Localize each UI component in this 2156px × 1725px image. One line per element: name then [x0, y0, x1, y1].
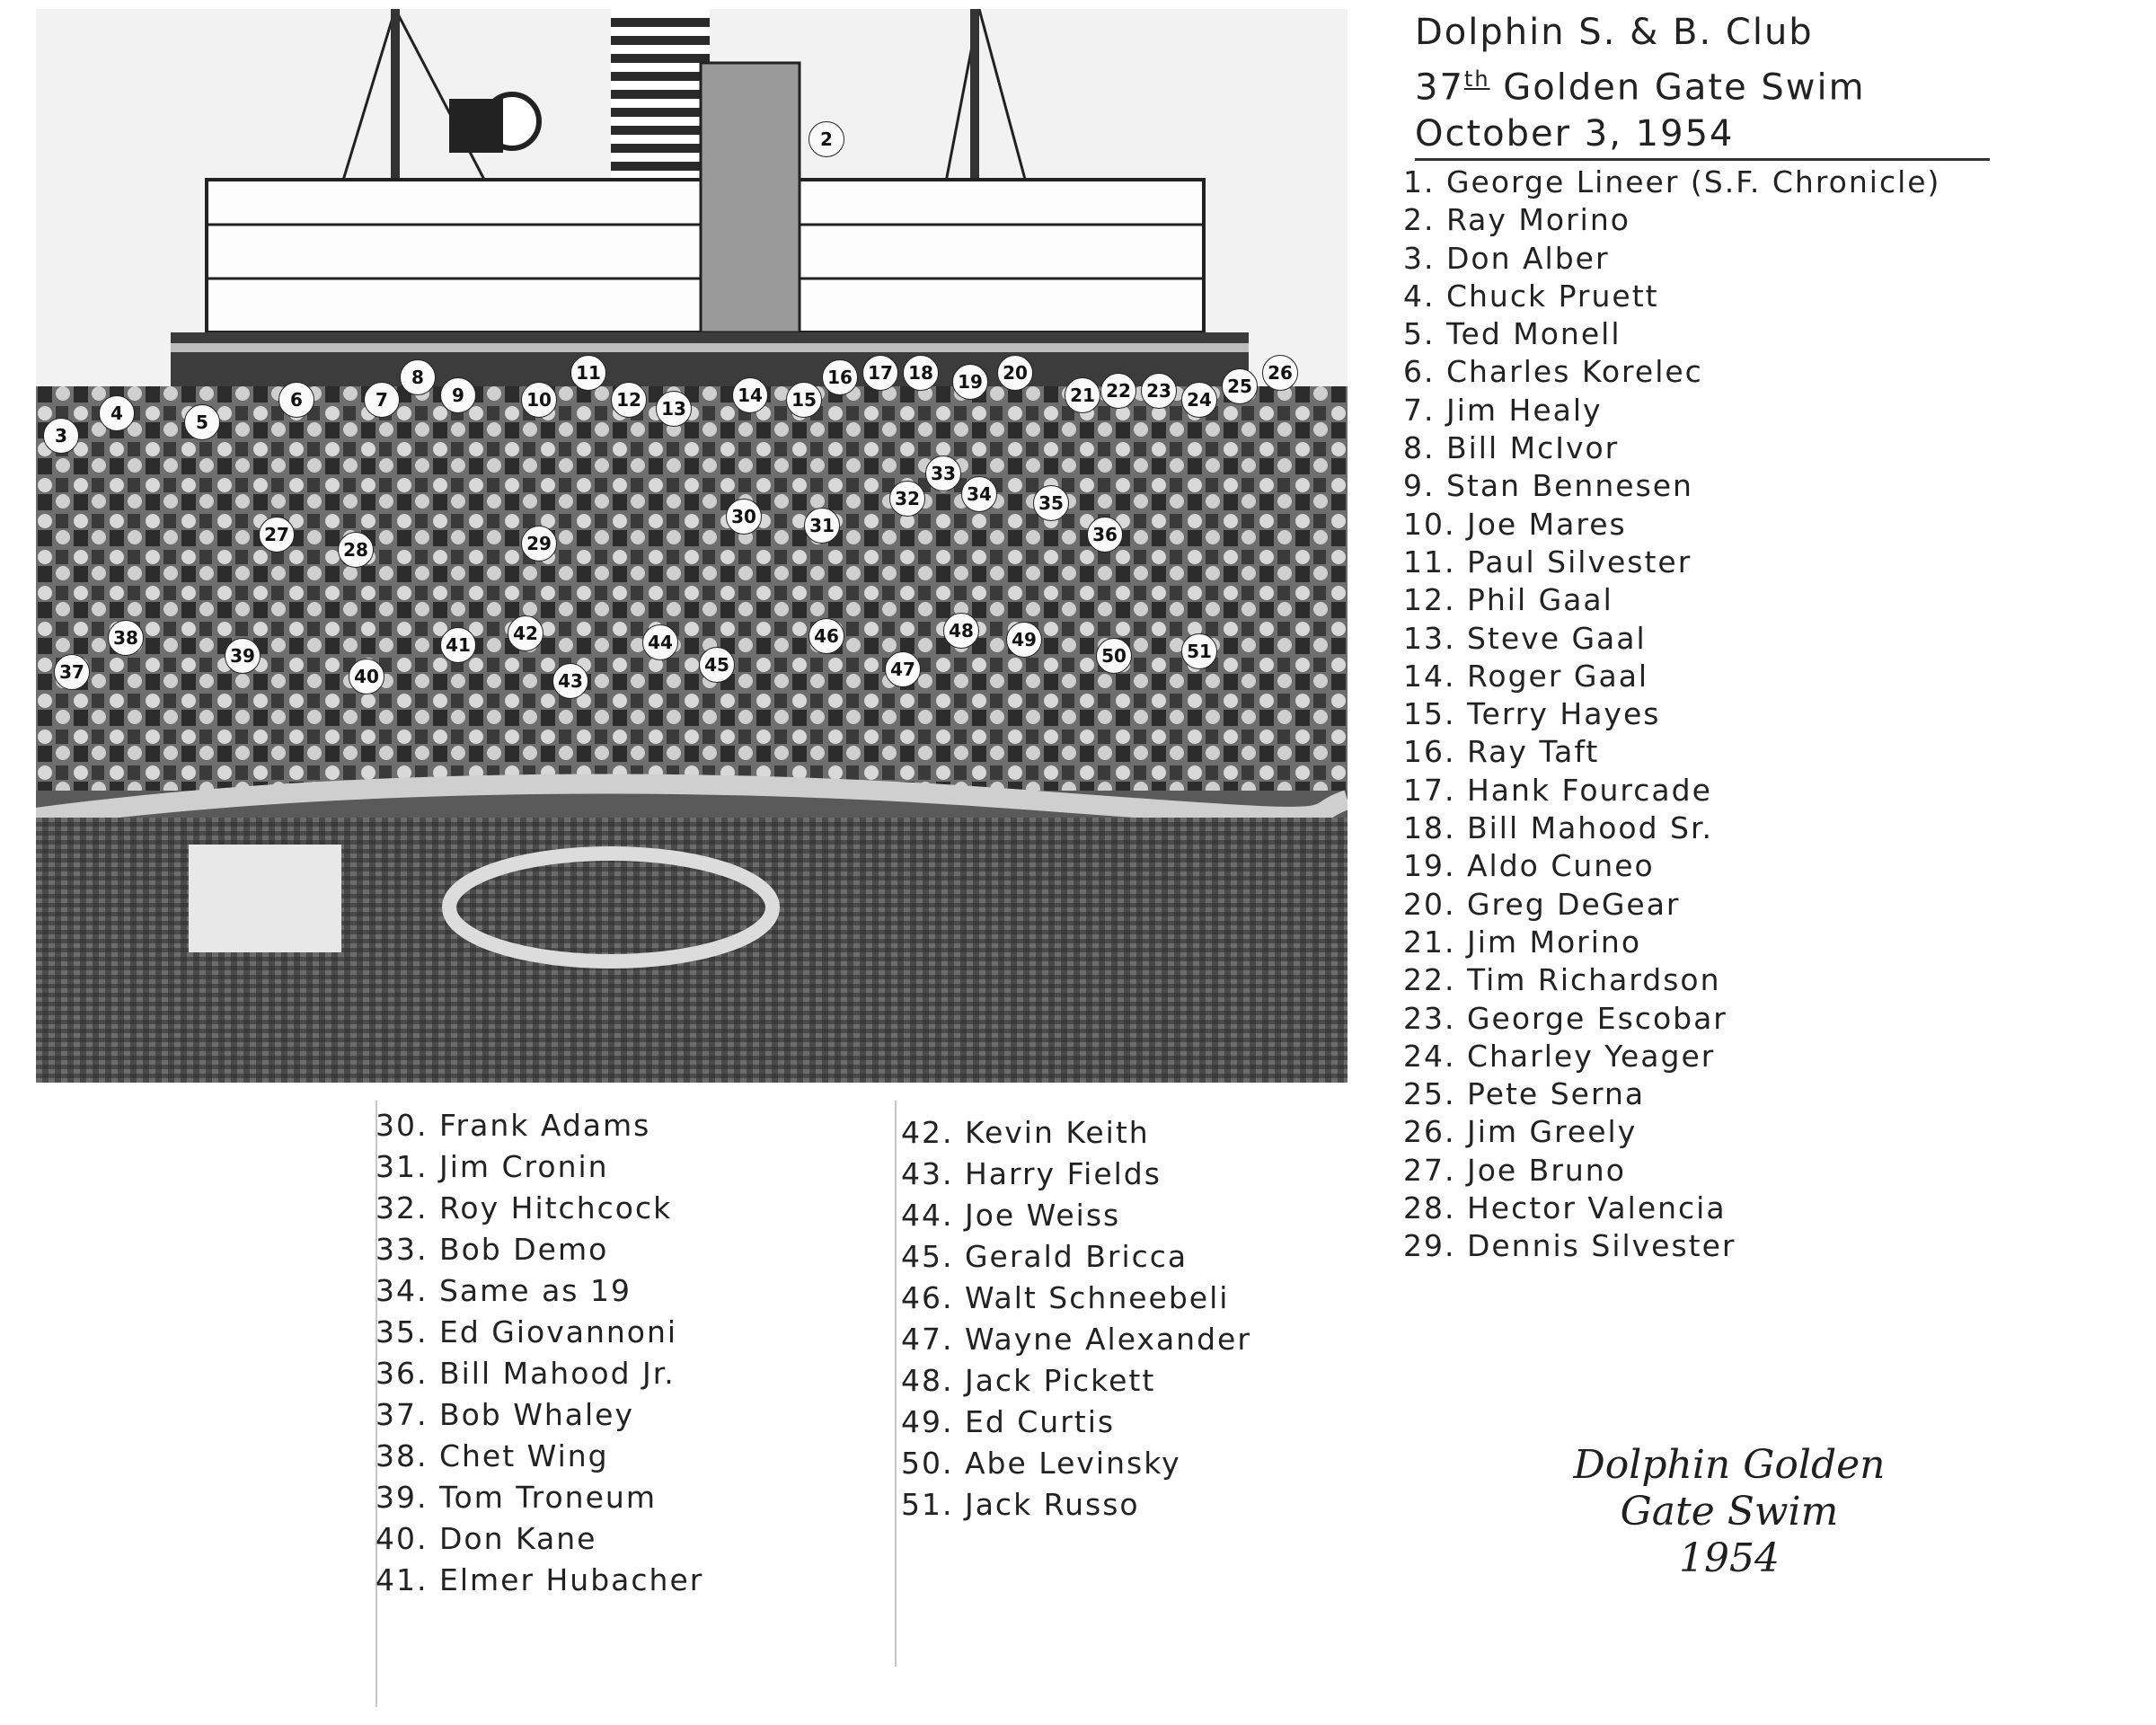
list-item: 19. Aldo Cuneo [1403, 848, 1655, 884]
list-item: 43. Harry Fields [901, 1156, 1162, 1191]
photo-badge: 2 [808, 121, 844, 157]
photo-badge: 49 [1006, 622, 1042, 658]
caption-line: Gate Swim [1620, 1489, 1839, 1535]
list-item: 46. Walt Schneebeli [901, 1280, 1230, 1315]
photo-badge: 3 [43, 418, 79, 454]
list-item: 11. Paul Silvester [1403, 544, 1692, 579]
event-date: October 3, 1954 [1415, 113, 1735, 155]
list-item: 24. Charley Yeager [1403, 1038, 1716, 1074]
list-item: 40. Don Kane [376, 1521, 597, 1556]
photo-badge: 40 [349, 659, 384, 694]
caption-line: 1954 [1679, 1535, 1780, 1581]
list-item: 42. Kevin Keith [901, 1115, 1150, 1150]
name-list-42-51 [901, 1112, 1251, 1526]
name-list-30-41 [376, 1105, 703, 1601]
list-item: 12. Phil Gaal [1403, 582, 1613, 618]
list-item: 3. Don Alber [1403, 240, 1610, 276]
photo-badge: 22 [1100, 373, 1136, 409]
list-item: 36. Bill Mahood Jr. [376, 1356, 676, 1391]
list-item: 9. Stan Bennesen [1403, 468, 1693, 504]
photo-badge: 46 [808, 618, 844, 654]
photo-badge: 32 [889, 481, 925, 517]
photo-badge: 28 [338, 532, 374, 568]
club-name: Dolphin S. & B. Club [1415, 12, 1814, 53]
photo-badge: 8 [400, 359, 436, 395]
event-suffix: th [1463, 66, 1490, 92]
list-item: 10. Joe Mares [1403, 506, 1627, 542]
list-item: 50. Abe Levinsky [901, 1446, 1181, 1481]
photo-badge: 33 [925, 456, 961, 491]
photo-badge: 27 [259, 517, 295, 553]
photo-badge: 19 [952, 364, 988, 400]
list-item: 29. Dennis Silvester [1403, 1228, 1736, 1264]
photo-badge: 13 [656, 391, 692, 427]
photo-badge: 45 [699, 647, 735, 683]
column-divider [895, 1101, 897, 1667]
photo-badge: 21 [1065, 377, 1100, 413]
list-item: 17. Hank Fourcade [1403, 772, 1712, 808]
list-item: 7. Jim Healy [1403, 392, 1603, 428]
list-item: 22. Tim Richardson [1403, 962, 1721, 998]
photo-badge: 38 [108, 620, 144, 656]
list-item: 6. Charles Korelec [1403, 354, 1703, 390]
list-item: 8. Bill McIvor [1403, 430, 1620, 466]
caption-line: Dolphin Golden [1573, 1442, 1886, 1488]
photo-badge: 50 [1096, 638, 1132, 674]
photo-badge: 6 [278, 382, 314, 418]
photo-badge: 48 [943, 613, 979, 649]
photo-badge: 15 [786, 382, 822, 418]
photo-badge: 4 [99, 395, 135, 431]
list-item: 16. Ray Taft [1403, 734, 1600, 770]
caption [1550, 1442, 1909, 1582]
photo-scene [36, 9, 1348, 1083]
photo-badge: 36 [1087, 517, 1123, 553]
list-item: 2. Ray Morino [1403, 202, 1630, 238]
group-photo [36, 9, 1348, 1083]
list-item: 39. Tom Troneum [376, 1480, 657, 1515]
event-title [1415, 56, 2008, 111]
photo-badge: 24 [1181, 382, 1217, 418]
list-item: 31. Jim Cronin [376, 1149, 609, 1184]
list-item: 28. Hector Valencia [1403, 1190, 1727, 1226]
list-item: 20. Greg DeGear [1403, 886, 1681, 922]
list-item: 4. Chuck Pruett [1403, 278, 1659, 314]
list-item: 26. Jim Greely [1403, 1114, 1638, 1150]
list-item: 1. George Lineer (S.F. Chronicle) [1403, 164, 1941, 199]
photo-badge: 12 [611, 382, 647, 418]
photo-badge: 20 [997, 355, 1033, 391]
photo-badge: 35 [1033, 485, 1069, 521]
list-item: 14. Roger Gaal [1403, 658, 1649, 694]
photo-badge: 14 [732, 377, 768, 413]
list-item: 48. Jack Pickett [901, 1363, 1156, 1398]
list-item: 21. Jim Morino [1403, 924, 1642, 960]
photo-badge: 29 [521, 526, 557, 562]
list-item: 13. Steve Gaal [1403, 620, 1647, 656]
list-item: 25. Pete Serna [1403, 1076, 1646, 1112]
list-item: 18. Bill Mahood Sr. [1403, 810, 1714, 846]
photo-badge: 51 [1181, 633, 1217, 669]
photo-badge: 41 [440, 627, 476, 663]
list-item: 41. Elmer Hubacher [376, 1562, 704, 1597]
photo-badge: 37 [54, 654, 90, 690]
photo-badge: 10 [521, 382, 557, 418]
name-list-1-29 [1403, 164, 1940, 1266]
photo-badge: 23 [1141, 373, 1177, 409]
list-item: 5. Ted Monell [1403, 316, 1621, 352]
photo-badge: 44 [642, 624, 678, 660]
list-item: 45. Gerald Bricca [901, 1239, 1188, 1274]
photo-badge: 9 [440, 377, 476, 413]
list-item: 49. Ed Curtis [901, 1404, 1116, 1439]
list-item: 38. Chet Wing [376, 1438, 609, 1473]
photo-badge: 31 [804, 508, 840, 544]
list-item: 44. Joe Weiss [901, 1198, 1121, 1233]
photo-badge: 16 [822, 359, 858, 395]
photo-badge: 25 [1222, 368, 1258, 404]
photo-badge: 39 [225, 638, 261, 674]
photo-badge: 26 [1262, 355, 1298, 391]
header-divider [1415, 158, 1990, 161]
list-item: 37. Bob Whaley [376, 1397, 635, 1432]
list-item: 34. Same as 19 [376, 1273, 632, 1308]
photo-badge: 17 [862, 355, 898, 391]
photo-badge: 7 [364, 382, 400, 418]
photo-badge: 47 [885, 651, 921, 687]
photo-badge: 5 [184, 404, 220, 440]
photo-badge: 30 [726, 499, 762, 535]
list-item: 27. Joe Bruno [1403, 1152, 1626, 1188]
photo-badge: 34 [961, 476, 997, 512]
list-item: 30. Frank Adams [376, 1108, 651, 1143]
photo-badge: 18 [903, 355, 939, 391]
list-item: 23. George Escobar [1403, 1000, 1727, 1036]
list-item: 33. Bob Demo [376, 1232, 609, 1267]
photo-badge: 11 [570, 355, 606, 391]
list-item: 32. Roy Hitchcock [376, 1190, 673, 1225]
page-header [1415, 9, 2008, 157]
photo-badge: 43 [552, 663, 588, 699]
list-item: 35. Ed Giovannoni [376, 1314, 678, 1349]
list-item: 15. Terry Hayes [1403, 696, 1661, 732]
event-name: Golden Gate Swim [1503, 66, 1866, 109]
list-item: 47. Wayne Alexander [901, 1322, 1251, 1357]
list-item: 51. Jack Russo [901, 1487, 1140, 1522]
photo-badge: 42 [508, 615, 543, 651]
event-number: 37 [1415, 66, 1464, 109]
